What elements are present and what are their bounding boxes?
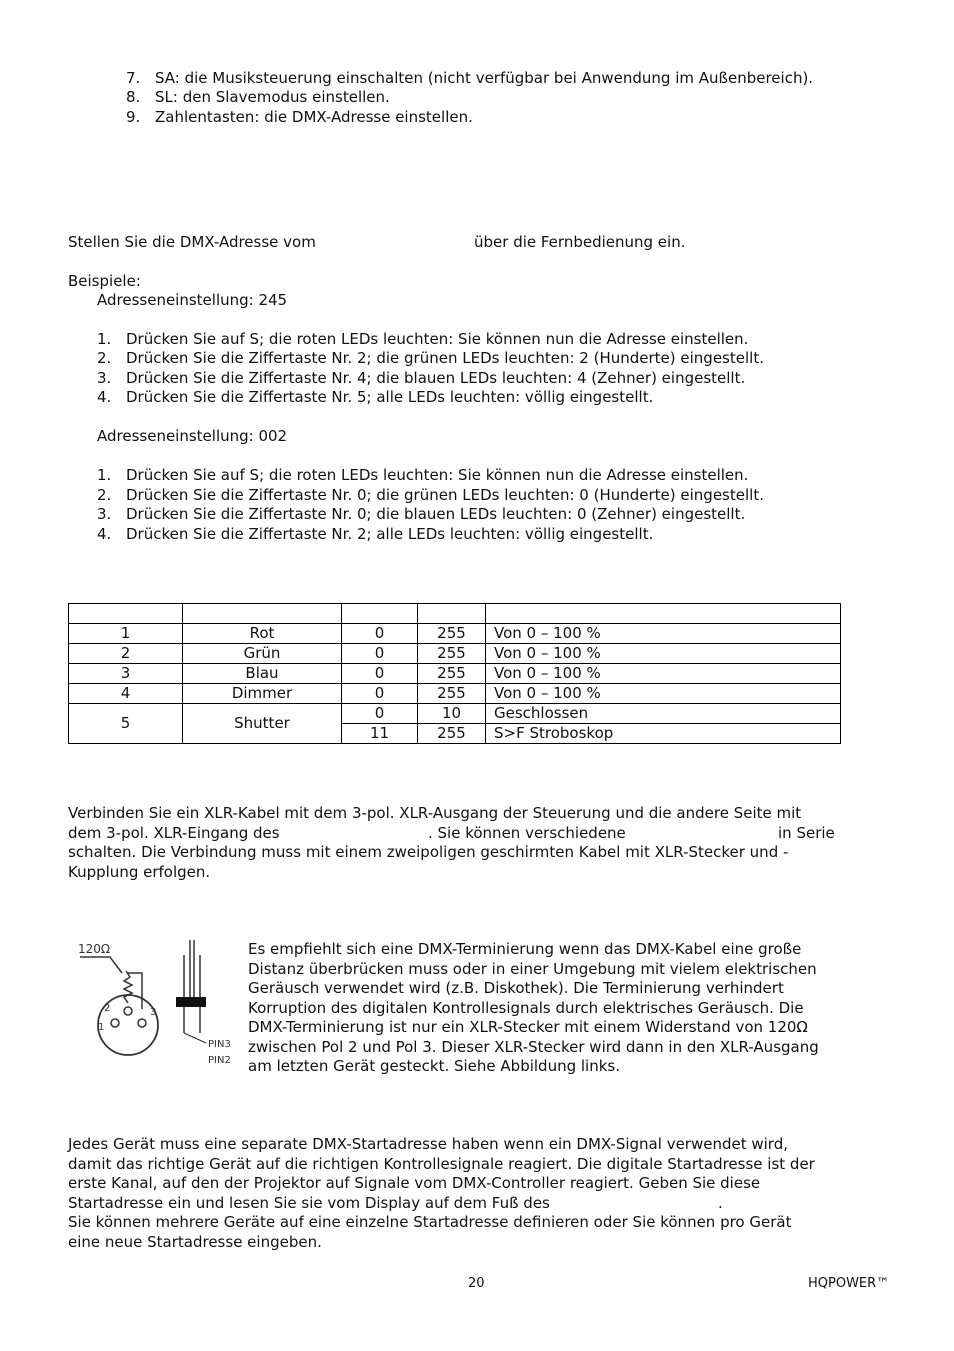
table-row: 11 255 S>F Stroboskop [69,724,841,744]
table-row: 3 Blau 0 255 Von 0 – 100 % [69,664,841,684]
list-item: 3. Drücken Sie die Ziffertaste Nr. 4; die blauen LEDs leuchten: 4 (Zehner) eingestellt. [97,369,746,387]
pin3-label: PIN3 [208,1039,231,1050]
resistor-label: 120Ω [78,942,111,956]
resistor-symbol [124,971,132,1003]
example2-heading: Adresseneinstellung: 002 [97,427,288,445]
list-item: 4. Drücken Sie die Ziffertaste Nr. 2; alle LEDs leuchten: völlig eingestellt. [97,525,654,543]
examples-label: Beispiele: [68,272,141,290]
svg-text:3: 3 [150,1007,157,1018]
pin-2 [124,1007,132,1015]
intro-part2: über die Fernbedienung ein. [474,233,686,251]
dmx-channel-table [68,603,841,744]
list-item: 1. Drücken Sie auf S; die roten LEDs leuchten: Sie können nun die Adresse einstellen. [97,466,749,484]
table-row: 4 Dimmer 0 255 Von 0 – 100 % [69,684,841,704]
list-item: 7. SA: die Musiksteuerung einschalten (nicht verfügbar bei Anwendung im Außenbereich). [126,69,814,87]
brand-label: HQPOWER™ [808,1276,890,1291]
wire [128,973,142,1009]
list-item: 1. Drücken Sie auf S; die roten LEDs leuchten: Sie können nun die Adresse einstellen. [97,330,749,348]
pin-1 [111,1019,119,1027]
leader-line [80,957,122,973]
list-item: 2. Drücken Sie die Ziffertaste Nr. 2; die grünen LEDs leuchten: 2 (Hunderte) eingestellt. [97,349,764,367]
table-header-row [69,604,841,624]
leader-line [184,1033,206,1043]
svg-text:2: 2 [104,1003,111,1014]
xlr-termination-figure [70,935,240,1070]
table-row: 2 Grün 0 255 Von 0 – 100 % [69,644,841,664]
svg-text:1: 1 [98,1022,105,1033]
intro-part1: Stellen Sie die DMX-Adresse vom [68,233,316,251]
list-item: 2. Drücken Sie die Ziffertaste Nr. 0; die grünen LEDs leuchten: 0 (Hunderte) eingestellt. [97,486,764,504]
list-item: 8. SL: den Slavemodus einstellen. [126,88,390,106]
pin2-label: PIN2 [208,1055,231,1066]
connector-block [176,997,206,1007]
table-row: 5 Shutter 0 10 Geschlossen [69,704,841,724]
list-item: 9. Zahlentasten: die DMX-Adresse einstellen. [126,108,473,126]
example1-heading: Adresseneinstellung: 245 [97,291,288,309]
pin-3 [138,1019,146,1027]
page-number: 20 [468,1276,485,1291]
table-row: 1 Rot 0 255 Von 0 – 100 % [69,624,841,644]
list-item: 3. Drücken Sie die Ziffertaste Nr. 0; die blauen LEDs leuchten: 0 (Zehner) eingestellt. [97,505,746,523]
list-item: 4. Drücken Sie die Ziffertaste Nr. 5; alle LEDs leuchten: völlig eingestellt. [97,388,654,406]
